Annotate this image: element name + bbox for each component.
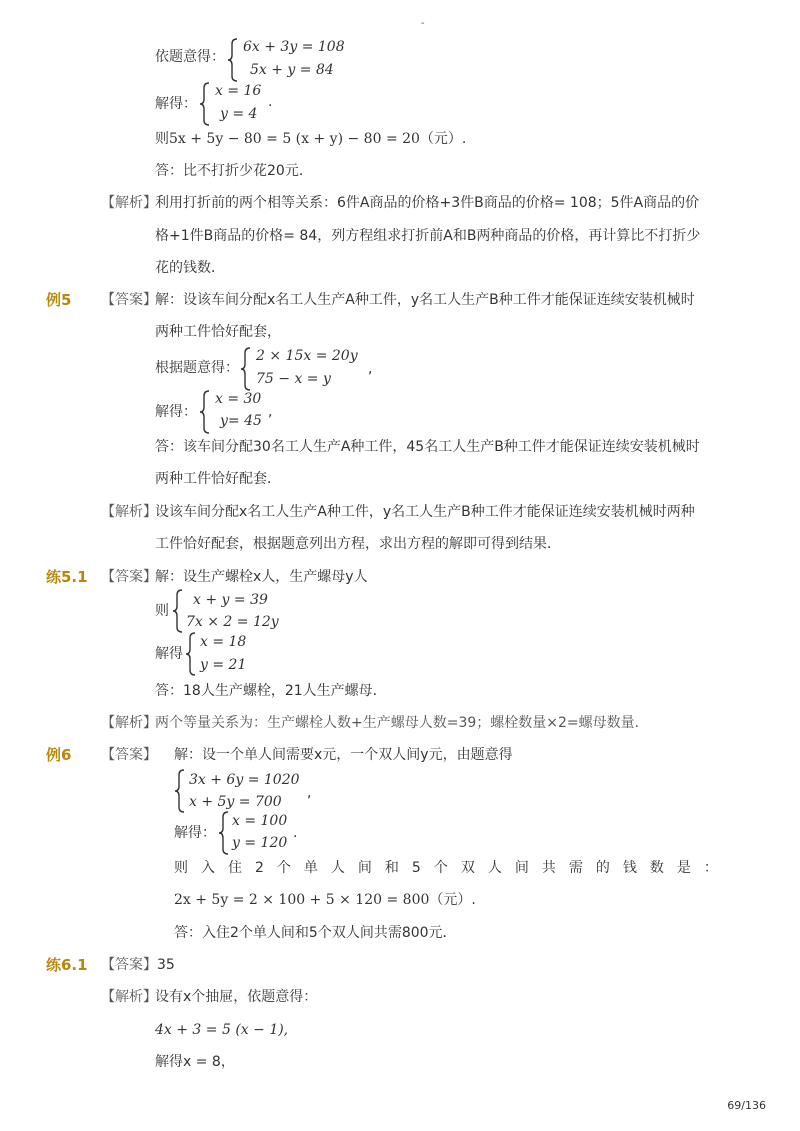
practice-5-1-label: 练5.1 bbox=[46, 568, 88, 586]
equation-2: x + 5y = 700 bbox=[189, 794, 282, 810]
calc-line: 2x + 5y = 2 × 100 + 5 × 120 = 800（元）. bbox=[174, 892, 476, 908]
answer-value: 35 bbox=[157, 957, 175, 973]
solution-1: x = 16 bbox=[215, 83, 262, 99]
practice-6-1-label: 练6.1 bbox=[46, 956, 88, 974]
solution-1: x = 18 bbox=[200, 634, 247, 650]
brace-icon bbox=[218, 811, 230, 855]
solution-line-1: 解：设一个单人间需要x元，一个双人间y元，由题意得 bbox=[174, 747, 513, 763]
solution-2: y = 4 bbox=[220, 106, 258, 122]
analysis-line-3: 花的钱数． bbox=[155, 260, 225, 276]
equation-2: 5x + y = 84 bbox=[250, 62, 334, 78]
example-6-label: 例6 bbox=[46, 746, 72, 764]
solution-2: y = 21 bbox=[200, 657, 247, 673]
solution-line-1: 解：设生产螺栓x人，生产螺母y人 bbox=[155, 569, 368, 585]
brace-icon bbox=[240, 347, 252, 391]
solution-line-2: 两种工件恰好配套， bbox=[155, 324, 281, 340]
answer-tag: 【答案】 bbox=[101, 569, 157, 585]
top-mark: - bbox=[421, 18, 425, 29]
brace-icon bbox=[185, 632, 197, 676]
analysis-line-1: 设该车间分配x名工人生产A种工件，y名工人生产B种工件才能保证连续安装机械时两种 bbox=[155, 504, 695, 520]
solve-label: 解得： bbox=[174, 825, 216, 841]
then-line: 则5x + 5y − 80 = 5 (x + y) − 80 = 20（元）. bbox=[155, 131, 467, 147]
brace-icon bbox=[199, 390, 211, 434]
solution-tail: . bbox=[293, 825, 298, 841]
brace-icon bbox=[172, 589, 184, 633]
analysis-tag: 【解析】 bbox=[101, 989, 157, 1005]
brace-icon bbox=[227, 38, 239, 82]
analysis-line-1: 利用打折前的两个相等关系：6件A商品的价格+3件B商品的价格= 108；5件A商品的价 bbox=[155, 195, 700, 211]
solution-2: y = 120 bbox=[232, 835, 288, 851]
equation-2: 75 − x = y bbox=[256, 371, 331, 387]
answer-line-2: 两种工件恰好配套． bbox=[155, 471, 281, 487]
solve-label: 解得： bbox=[155, 404, 197, 420]
equation-1: 6x + 3y = 108 bbox=[243, 39, 345, 55]
then-label: 则 bbox=[155, 603, 169, 619]
intro-label: 根据题意得： bbox=[155, 360, 239, 376]
answer-tag: 【答案】 bbox=[101, 957, 157, 973]
equation-2: 7x × 2 = 12y bbox=[186, 614, 279, 630]
answer-line: 答：比不打折少花20元． bbox=[155, 163, 313, 179]
analysis-tag: 【解析】 bbox=[101, 504, 157, 520]
answer-line: 答：18人生产螺栓，21人生产螺母． bbox=[155, 683, 387, 699]
analysis-tag: 【解析】 bbox=[101, 715, 157, 731]
solution-line-1: 解：设该车间分配x名工人生产A种工件，y名工人生产B种工件才能保证连续安装机械时 bbox=[155, 292, 695, 308]
equation-tail: , bbox=[368, 361, 373, 377]
answer-tag: 【答案】 bbox=[101, 747, 157, 763]
intro-label: 依题意得： bbox=[155, 49, 225, 65]
solution-tail: . bbox=[268, 94, 273, 110]
equation-1: 2 × 15x = 20y bbox=[256, 348, 358, 364]
answer-line: 答：入住2个单人间和5个双人间共需800元． bbox=[174, 925, 457, 941]
brace-icon bbox=[199, 82, 211, 126]
equation: 4x + 3 = 5 (x − 1), bbox=[155, 1022, 289, 1038]
solve-label: 解得 bbox=[155, 646, 183, 662]
analysis-line-2: 格+1件B商品的价格= 84，列方程组求打折前A和B两种商品的价格，再计算比不打折少 bbox=[155, 228, 701, 244]
solution-1: x = 30 bbox=[215, 391, 262, 407]
then-line: 则入住2个单人间和5个双人间共需的钱数是： bbox=[174, 860, 731, 876]
analysis-line-1: 设有x个抽屉，依题意得： bbox=[155, 989, 318, 1005]
analysis-line-2: 工件恰好配套，根据题意列出方程，求出方程的解即可得到结果． bbox=[155, 536, 561, 552]
solve-line: 解得x = 8， bbox=[155, 1054, 235, 1070]
solution-2: y= 45 bbox=[220, 413, 262, 429]
answer-line-1: 答：该车间分配30名工人生产A种工件，45名工人生产B种工件才能保证连续安装机械时 bbox=[155, 439, 700, 455]
solution-tail: , bbox=[268, 404, 273, 420]
page-number: 69/136 bbox=[727, 1099, 766, 1112]
solution-1: x = 100 bbox=[232, 813, 288, 829]
answer-tag: 【答案】 bbox=[101, 292, 157, 308]
equation-1: 3x + 6y = 1020 bbox=[189, 772, 300, 788]
equation-1: x + y = 39 bbox=[193, 592, 268, 608]
example-5-label: 例5 bbox=[46, 291, 72, 309]
analysis-tag: 【解析】 bbox=[101, 195, 157, 211]
analysis-line: 两个等量关系为：生产螺栓人数+生产螺母人数=39；螺栓数量×2=螺母数量. bbox=[155, 715, 640, 731]
brace-icon bbox=[174, 769, 186, 813]
equation-tail: , bbox=[307, 785, 312, 801]
solve-label: 解得： bbox=[155, 96, 197, 112]
